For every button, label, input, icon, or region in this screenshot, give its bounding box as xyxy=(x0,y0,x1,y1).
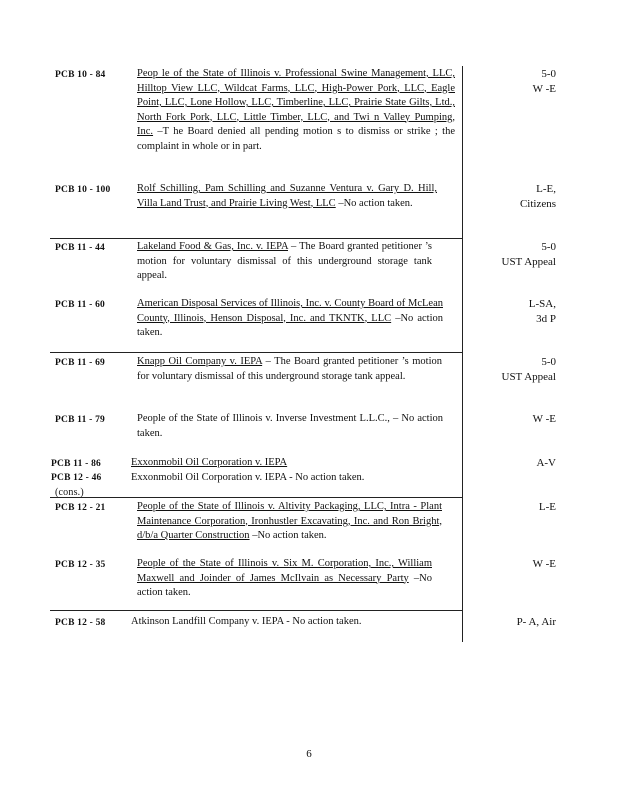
vote-result: W -E xyxy=(532,558,556,570)
case-description xyxy=(131,615,451,630)
vote-result: L-SA, xyxy=(528,298,556,310)
case-caption: People of the State of Illinois v. Inverse Investment L.L.C., – No action taken. xyxy=(137,413,443,439)
vote-column xyxy=(446,67,556,96)
vote-column xyxy=(446,412,556,427)
case-summary: –T he Board denied all pending motion s to dismiss or strike ; the complaint in whole or in part. xyxy=(137,126,455,152)
case-caption: Exxonmobil Oil Corporation v. IEPA xyxy=(131,457,288,468)
column-divider xyxy=(462,66,463,642)
case-type: 3d P xyxy=(536,312,556,325)
case-summary: – The Board granted petitioner ’s motion for voluntary dismissal of this underground storage tank appeal. xyxy=(137,241,432,281)
case-number: PCB 12 - 46 xyxy=(51,473,102,483)
case-summary: – The Board granted petitioner ’s motion for voluntary dismissal of this underground storage tank appeal. xyxy=(137,356,442,382)
case-summary: –No action taken. xyxy=(137,572,432,598)
case-caption: American Disposal Services of Illinois, Inc. v. County Board of McLean County, Illinois, Henson Disposal, Inc. and TKNTK, LLC xyxy=(137,298,443,324)
vote-result: L-E xyxy=(538,501,556,513)
vote-result: 5-0 xyxy=(541,68,556,80)
case-description xyxy=(137,557,432,601)
case-number: PCB 12 - 58 xyxy=(55,618,106,628)
case-type: UST Appeal xyxy=(501,255,556,268)
row-divider xyxy=(50,497,463,498)
vote-result: W -E xyxy=(532,413,556,425)
consolidated-label: (cons.) xyxy=(55,487,84,498)
row-divider xyxy=(50,238,463,239)
case-summary: –No action taken. xyxy=(335,197,413,209)
case-summary: –No action taken. xyxy=(137,312,443,338)
case-summary: –No action taken. xyxy=(249,530,327,541)
case-description xyxy=(137,240,432,284)
row-divider xyxy=(50,352,463,353)
case-description xyxy=(137,412,443,441)
case-number: PCB 11 - 69 xyxy=(55,358,105,368)
case-number: PCB 12 - 21 xyxy=(55,503,106,513)
case-type: UST Appeal xyxy=(501,370,556,383)
vote-result: L-E, xyxy=(536,183,556,195)
vote-column xyxy=(446,355,556,384)
case-description xyxy=(131,456,451,485)
case-number: PCB 10 - 84 xyxy=(55,70,106,80)
case-caption: Lakeland Food & Gas, Inc. v. IEPA xyxy=(137,241,288,252)
vote-column xyxy=(446,456,556,471)
case-caption: Knapp Oil Company v. IEPA xyxy=(137,356,263,367)
case-caption: Exxonmobil Oil Corporation v. IEPA - No action taken. xyxy=(131,471,365,483)
case-description xyxy=(137,67,455,154)
vote-column xyxy=(446,240,556,269)
case-type: W -E xyxy=(532,82,556,95)
case-caption: Peop le of the State of Illinois v. Professional Swine Management, LLC, Hilltop View LLC, Wildcat Farms, LLC, High-Power Pork, LLC, Eagle Point, LLC, Lone Hollow, LLC, Timberline, LLC, Prairie State Gilts, Ltd., North Fork Pork, LLC, Little Timber, LLC, and Twi n Valley Pumping, Inc. xyxy=(137,68,455,137)
vote-column xyxy=(446,500,556,515)
case-caption: Rolf Schilling, Pam Schilling and Suzanne Ventura v. Gary D. Hill, Villa Land Trust, and Prairie Living West, LLC xyxy=(137,183,437,209)
case-number: PCB 10 - 100 xyxy=(55,185,111,195)
page-number: 6 xyxy=(306,748,312,760)
case-description xyxy=(137,297,443,341)
case-number: PCB 11 - 79 xyxy=(55,415,105,425)
case-caption: Atkinson Landfill Company v. IEPA - No action taken. xyxy=(131,616,362,627)
vote-result: A-V xyxy=(536,457,556,469)
case-number: PCB 12 - 35 xyxy=(55,560,106,570)
vote-result: P- A, Air xyxy=(516,616,556,628)
case-number: PCB 11 - 44 xyxy=(55,243,105,253)
vote-column xyxy=(446,297,556,326)
case-description xyxy=(137,500,442,544)
vote-column xyxy=(446,557,556,572)
case-caption: People of the State of Illinois v. Altivity Packaging, LLC, Intra - Plant Maintenance Corporation, Ironhustler Excavating, Inc. and Ron Bright, d/b/a Quarter Construction xyxy=(137,501,442,541)
case-description xyxy=(137,355,442,384)
case-number: PCB 11 - 60 xyxy=(55,300,105,310)
vote-result: 5-0 xyxy=(541,356,556,368)
case-type: Citizens xyxy=(519,197,556,210)
vote-column xyxy=(446,182,556,211)
vote-result: 5-0 xyxy=(541,241,556,253)
case-caption: People of the State of Illinois v. Six M. Corporation, Inc., William Maxwell and Joinder of James McIlvain as Necessary Party xyxy=(137,558,432,584)
case-description xyxy=(137,182,437,211)
case-number: PCB 11 - 86 xyxy=(51,459,101,469)
vote-column xyxy=(446,615,556,630)
row-divider xyxy=(50,610,463,611)
